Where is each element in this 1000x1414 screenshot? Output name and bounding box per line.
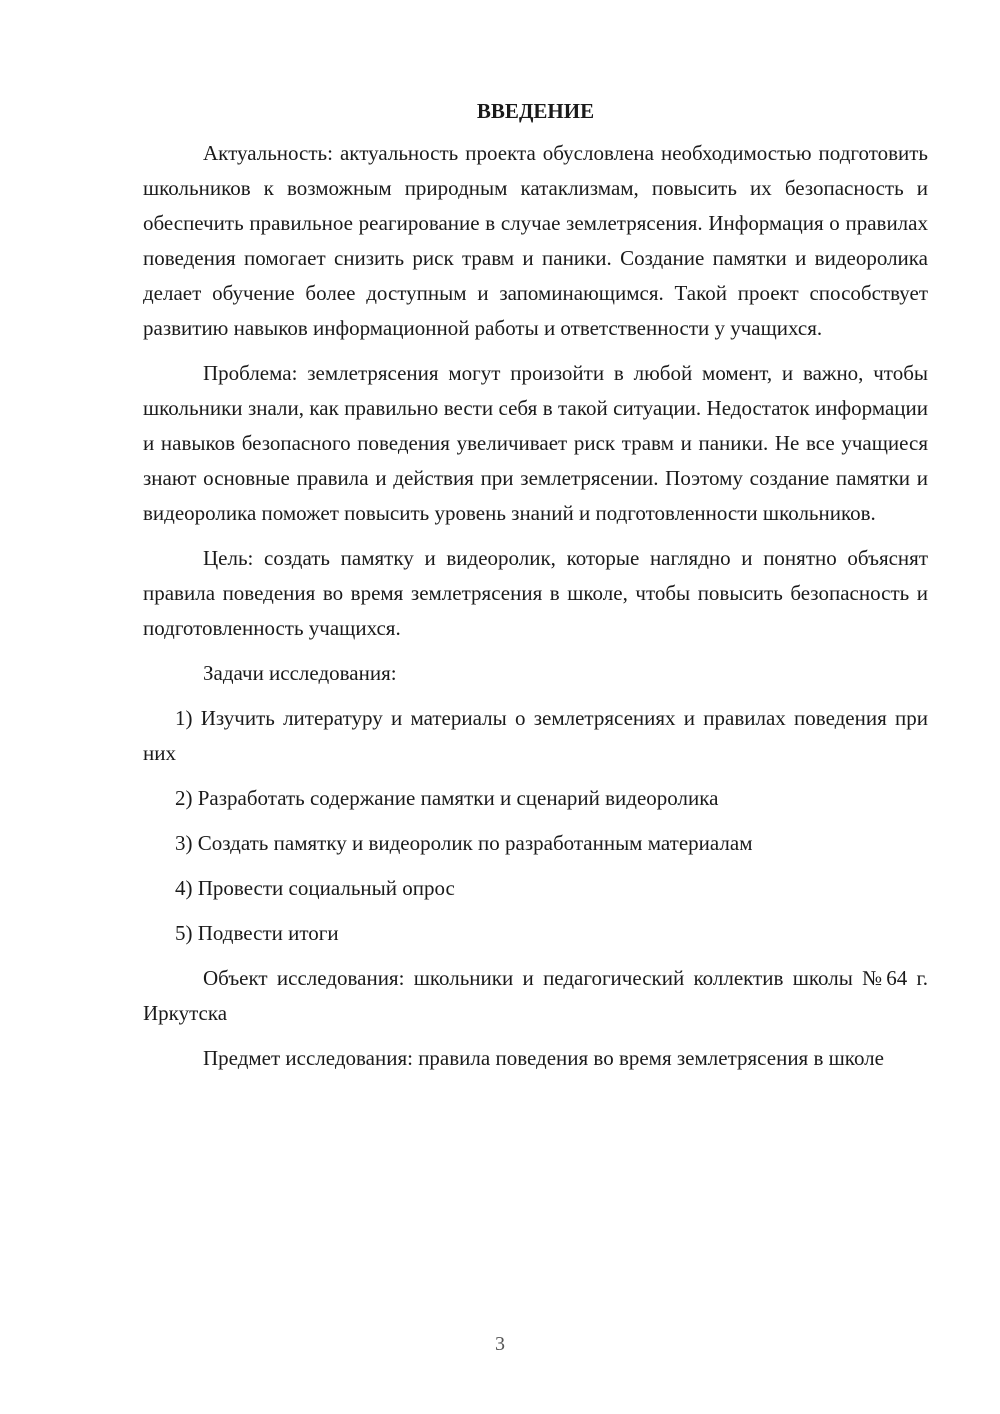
task-item-3: 3) Создать памятку и видеоролик по разработанным материалам — [175, 831, 753, 855]
task-item-1: 1) Изучить литературу и материалы о землетрясениях и правилах поведения при них — [143, 706, 928, 765]
task-item-4: 4) Провести социальный опрос — [175, 876, 455, 900]
document-page — [143, 96, 928, 1086]
relevance-paragraph: Актуальность: актуальность проекта обусловлена необходимостью подготовить школьников к возможным природным катаклизмам, повысить их безопасность и обеспечить правильное реагирование в случае землетрясения. Информация о правилах поведения помогает снизить риск травм и паники. Создание памятки и видеоролика делает обучение более доступным и запоминающимся. Такой проект способствует развитию навыков информационной работы и ответственности у учащихся. — [143, 141, 928, 340]
task-item-2: 2) Разработать содержание памятки и сценарий видеоролика — [175, 786, 719, 810]
section-heading: ВВЕДЕНИЕ — [476, 99, 595, 123]
page-number: 3 — [495, 1333, 505, 1355]
problem-paragraph: Проблема: землетрясения могут произойти в любой момент, и важно, чтобы школьники знали, как правильно вести себя в такой ситуации. Недостаток информации и навыков безопасного поведения увеличивает риск травм и паники. Не все учащиеся знают основные правила и действия при землетрясении. Поэтому создание памятки и видеоролика поможет повысить уровень знаний и подготовленности школьников. — [143, 361, 928, 525]
subject-paragraph: Предмет исследования: правила поведения во время землетрясения в школе — [203, 1046, 884, 1070]
object-paragraph: Объект исследования: школьники и педагогический коллектив школы №64 г. Иркутска — [143, 966, 928, 1025]
goal-paragraph: Цель: создать памятку и видеоролик, которые наглядно и понятно объяснят правила поведения во время землетрясения в школе, чтобы повысить безопасность и подготовленность учащихся. — [143, 546, 928, 640]
tasks-heading: Задачи исследования: — [203, 661, 397, 685]
task-item-5: 5) Подвести итоги — [175, 921, 339, 945]
